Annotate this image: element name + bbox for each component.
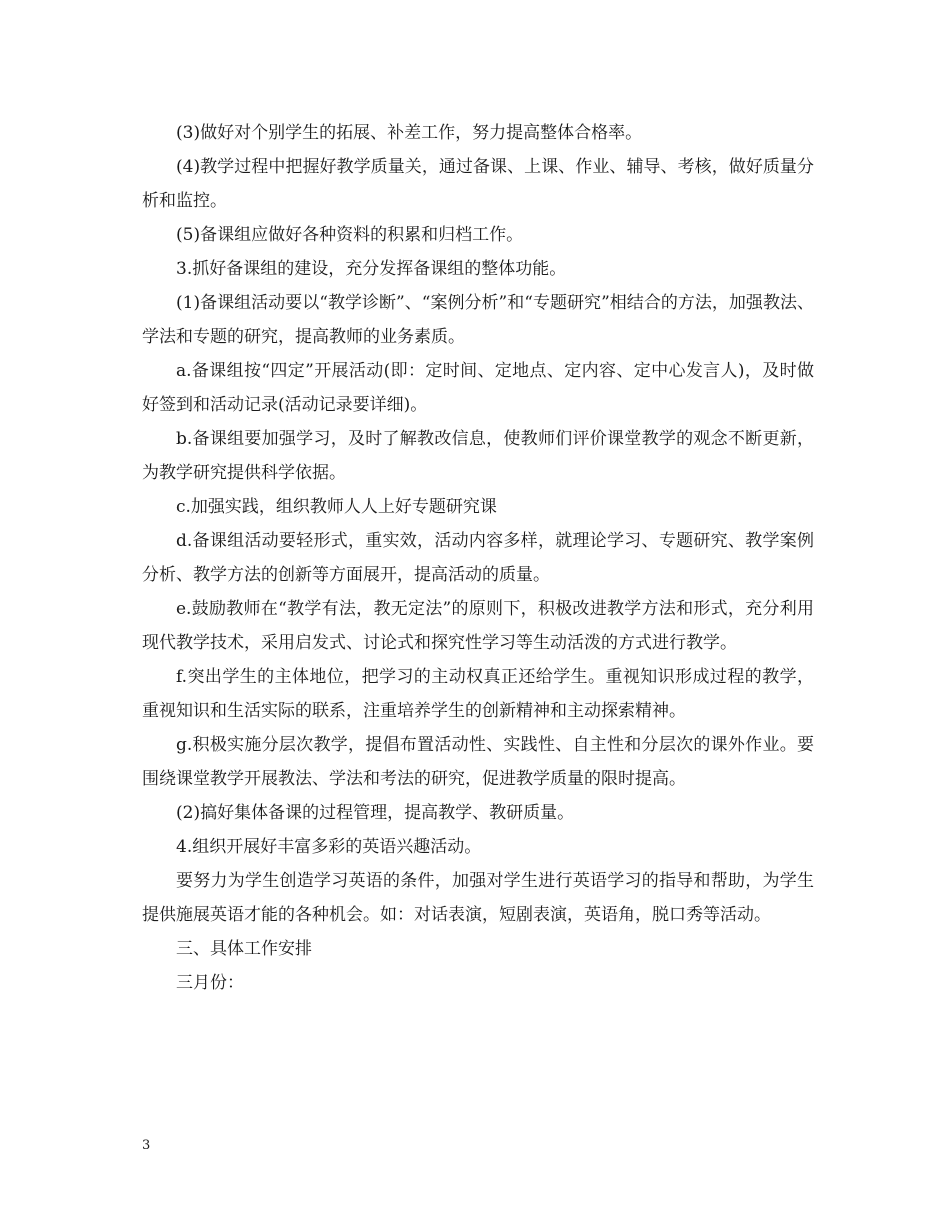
document-body: [142, 116, 814, 1000]
paragraph: c.加强实践，组织教师人人上好专题研究课: [176, 497, 497, 517]
paragraph: e.鼓励教师在“教学有法，教无定法”的原则下，积极改进教学方法和形式，充分利用现代教学技术，采用启发式、讨论式和探究性学习等生动活泼的方式进行教学。: [142, 599, 814, 653]
section-heading: 三、具体工作安排: [176, 939, 312, 959]
paragraph: 要努力为学生创造学习英语的条件，加强对学生进行英语学习的指导和帮助，为学生提供施展英语才能的各种机会。如：对话表演，短剧表演，英语角，脱口秀等活动。: [142, 871, 814, 925]
paragraph: 4.组织开展好丰富多彩的英语兴趣活动。: [176, 837, 482, 857]
paragraph: b.备课组要加强学习，及时了解教改信息，使教师们评价课堂教学的观念不断更新，为教学研究提供科学依据。: [142, 429, 814, 483]
paragraph: (5)备课组应做好各种资料的积累和归档工作。: [176, 225, 524, 245]
paragraph: g.积极实施分层次教学，提倡布置活动性、实践性、自主性和分层次的课外作业。要围绕课堂教学开展教法、学法和考法的研究，促进教学质量的限时提高。: [142, 735, 814, 789]
paragraph: 3.抓好备课组的建设，充分发挥备课组的整体功能。: [176, 259, 567, 279]
paragraph: 三月份：: [176, 973, 244, 993]
paragraph: a.备课组按“四定”开展活动(即：定时间、定地点、定内容、定中心发言人)，及时做好签到和活动记录(活动记录要详细)。: [142, 361, 814, 415]
paragraph: d.备课组活动要轻形式，重实效，活动内容多样，就理论学习、专题研究、教学案例分析、教学方法的创新等方面展开，提高活动的质量。: [142, 531, 814, 585]
page-number: 3: [142, 1138, 151, 1153]
paragraph: (1)备课组活动要以“教学诊断”、“案例分析”和“专题研究”相结合的方法，加强教法、学法和专题的研究，提高教师的业务素质。: [142, 293, 814, 347]
paragraph: (4)教学过程中把握好教学质量关，通过备课、上课、作业、辅导、考核，做好质量分析和监控。: [142, 157, 814, 211]
paragraph: (2)搞好集体备课的过程管理，提高教学、教研质量。: [176, 803, 575, 823]
paragraph: f.突出学生的主体地位，把学习的主动权真正还给学生。重视知识形成过程的教学，重视知识和生活实际的联系，注重培养学生的创新精神和主动探索精神。: [142, 667, 814, 721]
paragraph: (3)做好对个别学生的拓展、补差工作，努力提高整体合格率。: [176, 123, 643, 143]
